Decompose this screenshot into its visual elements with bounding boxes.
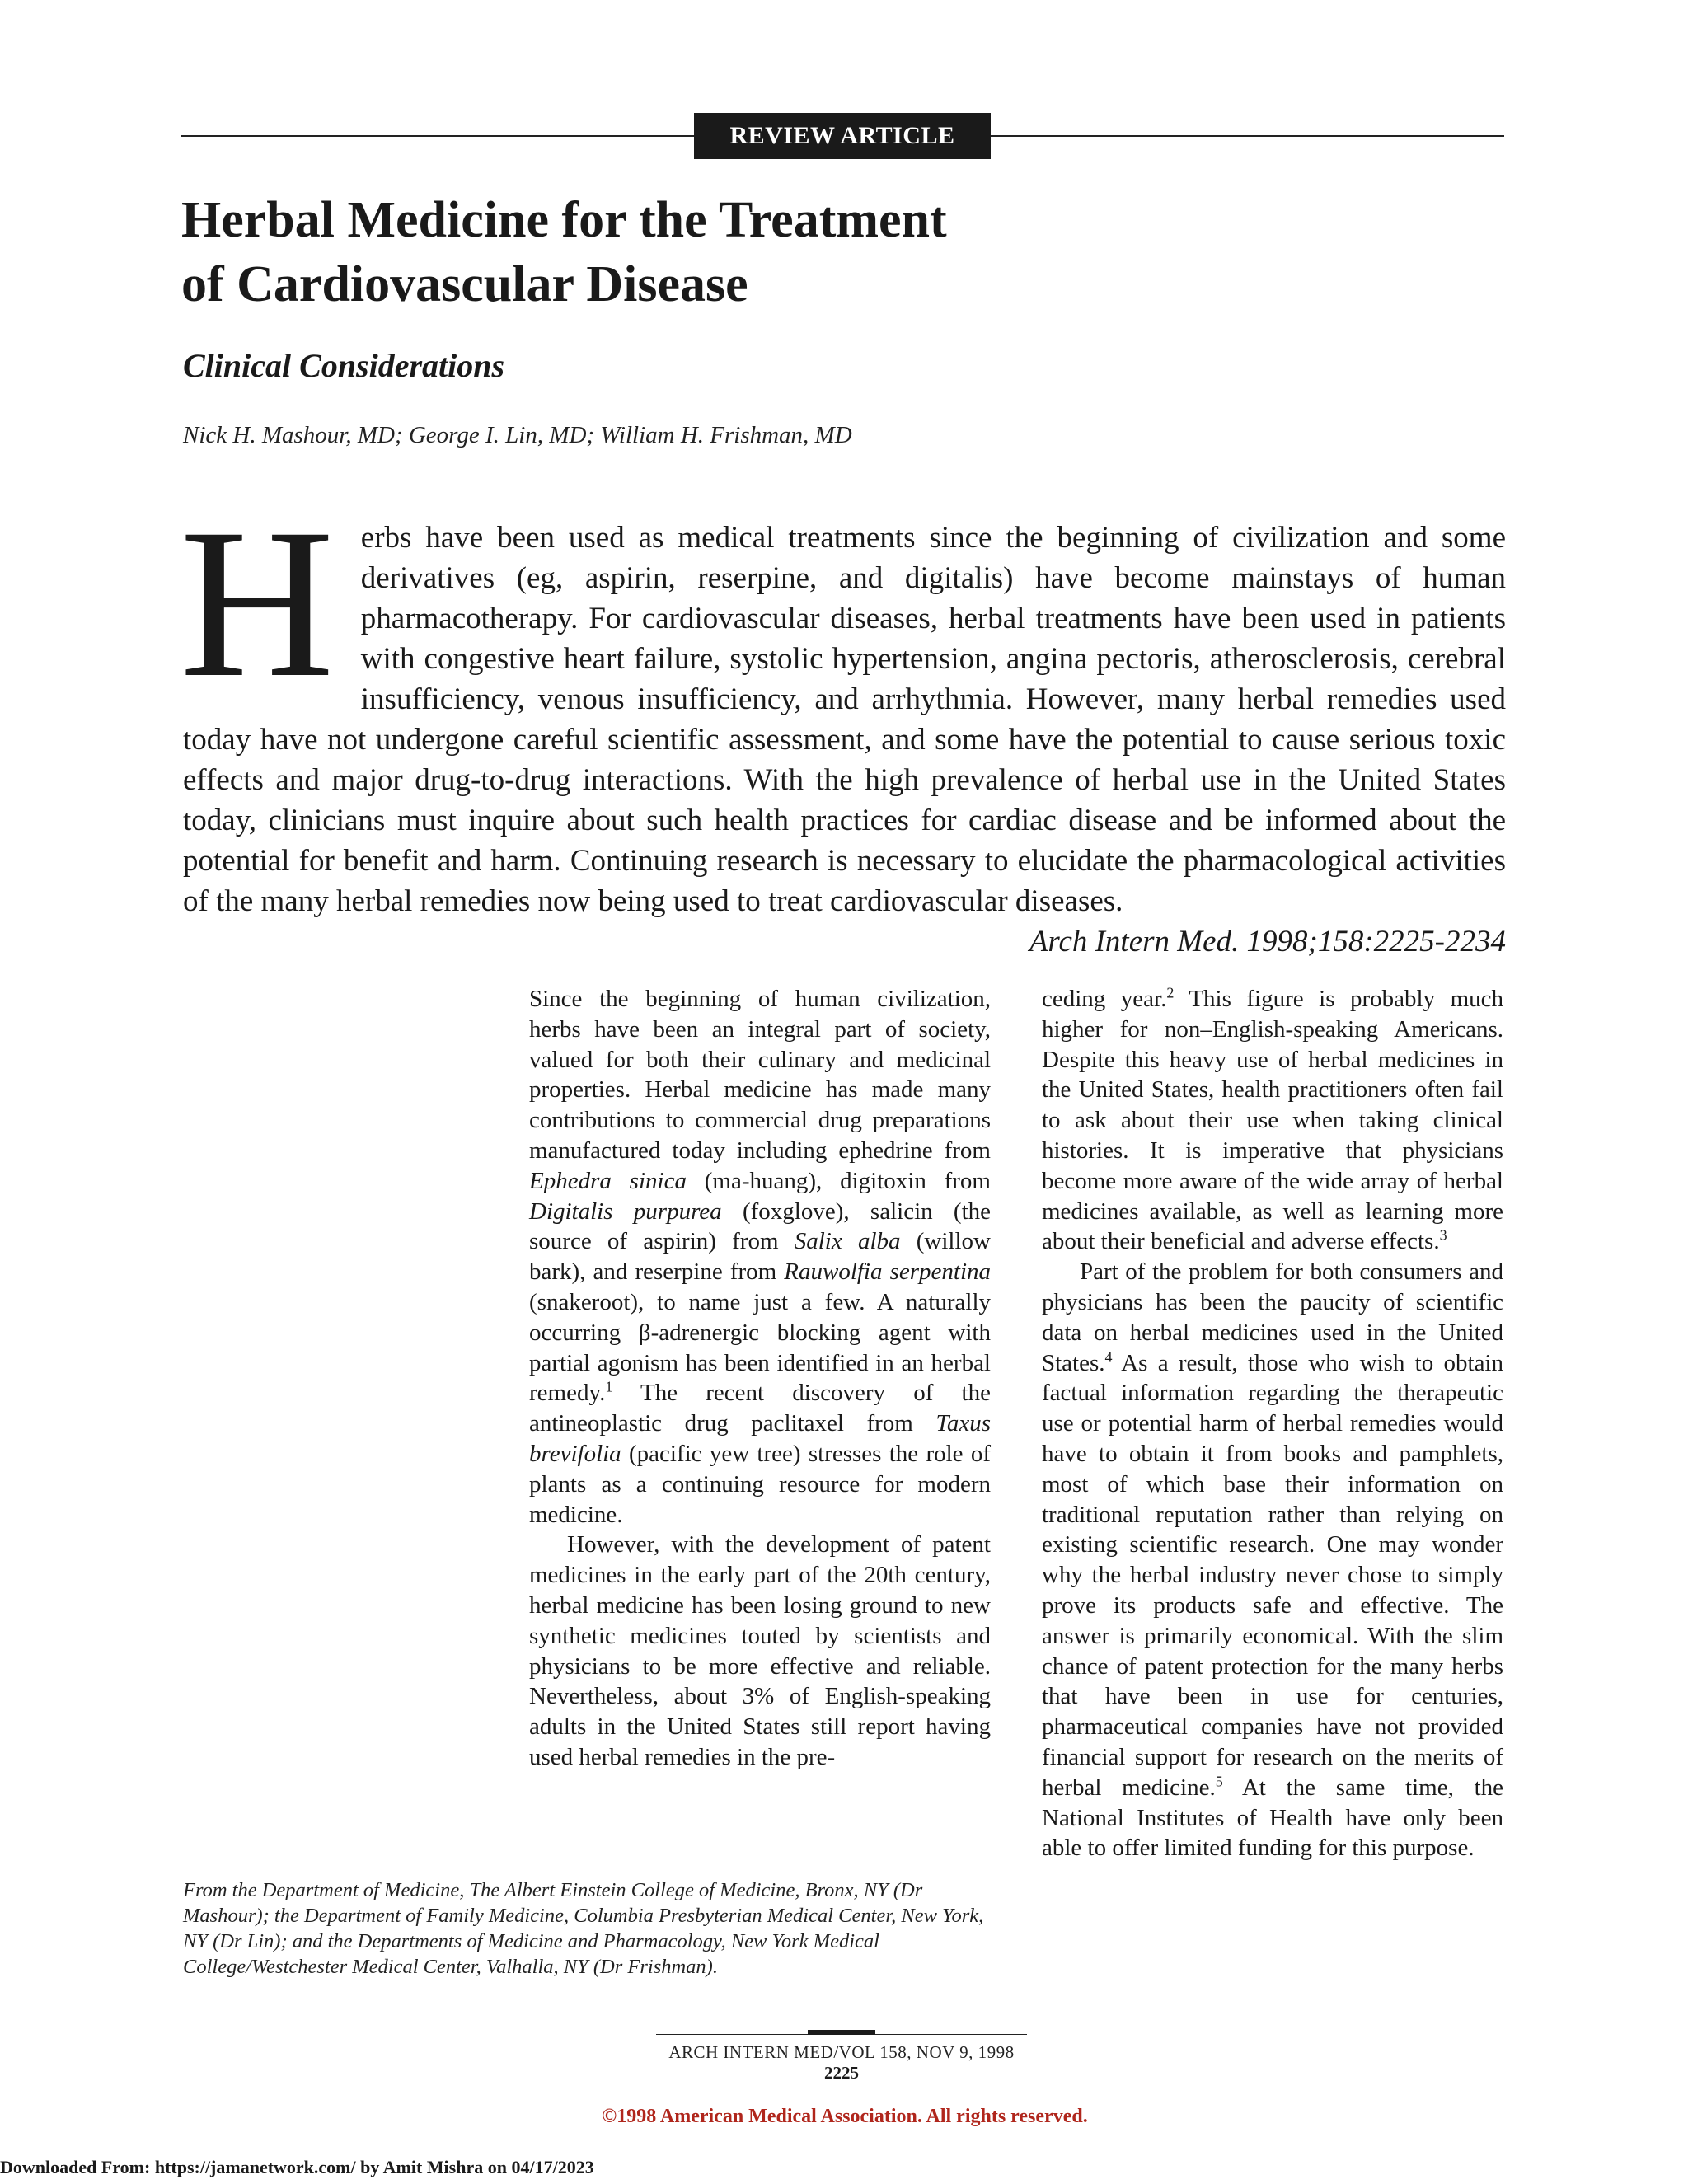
- drop-cap: H: [180, 485, 335, 722]
- body-column-2: [1042, 984, 1503, 1863]
- citation: Arch Intern Med. 1998;158:2225-2234: [1029, 925, 1506, 958]
- section-label: [694, 113, 991, 159]
- abstract-text: erbs have been used as medical treatments since the beginning of civilization and some derivatives (eg, aspirin, reserpine, and digitalis) have become mainstays of human pharmacotherapy. For cardiovascular diseases, herbal treatments have been used in patients with congestive heart failure, systolic hypertension, angina pectoris, atherosclerosis, cerebral insufficiency, venous insufficiency, and arrhythmia. However, many herbal remedies used today have not undergone careful scientific assessment, and some have the potential to cause serious toxic effects and major drug-to-drug interactions. With the high prevalence of herbal use in the United States today, clinicians must inquire about such health practices for cardiac disease and be informed about the potential for benefit and harm. Continuing research is necessary to elucidate the pharmacological activities of the many herbal remedies now being used to treat cardiovascular diseases.: [183, 521, 1506, 918]
- author-list: Nick H. Mashour, MD; George I. Lin, MD; William H. Frishman, MD: [183, 422, 852, 448]
- article-subtitle: Clinical Considerations: [183, 347, 505, 384]
- affiliation-footnote: From the Department of Medicine, The Albert Einstein College of Medicine, Bronx, NY (Dr Mashour); the Department of Family Medicine, Columbia Presbyterian Medical Center, New York, NY (Dr Lin); and the Departments of Medicine and Pharmacology, New York Medical College/Westchester Medical Center, Valhalla, NY (Dr Frishman).: [183, 1879, 984, 1978]
- body-paragraph: Part of the problem for both consumers and physicians has been the paucity of scientific data on herbal medicines used in the United States.$^4$ As a result, those who wish to obtain factual information regarding the therapeutic use or potential harm of herbal remedies would have to obtain it from books and pamphlets, most of which base their information on traditional reputation rather than relying on existing scientific research. One may wonder why the herbal industry never chose to simply prove its products safe and effective. The answer is primarily economical. With the slim chance of patent protection for the many herbs that have been in use for centuries, pharmaceutical companies have not provided financial support for research on the merits of herbal medicine.$^5$ At the same time, the National Institutes of Health have only been able to offer limited funding for this purpose.: [1042, 1258, 1504, 1862]
- reference-3: 3: [1439, 1226, 1447, 1244]
- page-number: 2225: [824, 2063, 859, 2083]
- abstract: [180, 485, 1506, 962]
- download-notice: Downloaded From: https://jamanetwork.com/ by Amit Mishra on 04/17/2023: [0, 2157, 594, 2177]
- title-line-1: Herbal Medicine for the Treatment: [181, 192, 947, 248]
- reference-2: 2: [1166, 984, 1175, 1001]
- copyright-notice: ©1998 American Medical Association. All rights reserved.: [602, 2106, 1088, 2127]
- article-title: [181, 188, 1418, 316]
- footer-tab: [808, 2030, 875, 2035]
- title-line-2: of Cardiovascular Disease: [181, 256, 748, 312]
- body-paragraph: However, with the development of patent medicines in the early part of the 20th century, herbal medicine has been losing ground to new synthetic medicines touted by scientists and physicians to be more effective and reliable. Nevertheless, about 3% of English-speaking adults in the United States still report having used herbal remedies in the pre-: [529, 1531, 991, 1770]
- body-paragraph: Since the beginning of human civilization, herbs have been an integral part of society, valued for both their culinary and medicinal properties. Herbal medicine has made many contributions to commercial drug preparations manufactured today including ephedrine from Ephedra sinica (ma-huang), digitoxin from Digitalis purpurea (foxglove), salicin (the source of aspirin) from Salix alba (willow bark), and reserpine from Rauwolfia serpentina (snakeroot), to name just a few. A naturally occurring β-adrenergic blocking agent with partial agonism has been identified in an herbal remedy.$^1$ The recent discovery of the antineoplastic drug paclitaxel from Taxus brevifolia (pacific yew tree) stresses the role of plants as a continuing resource for modern medicine.: [529, 986, 992, 1528]
- journal-line: ARCH INTERN MED/VOL 158, NOV 9, 1998: [668, 2042, 1015, 2062]
- reference-4: 4: [1104, 1347, 1113, 1365]
- body-column-1: [529, 984, 991, 1773]
- reference-5: 5: [1215, 1773, 1223, 1790]
- body-paragraph: ceding year.$^2$ This figure is probably much higher for non–English-speaking Americans. Despite this heavy use of herbal medicines in the United States, health practitioners often fail to ask about their use when taking clinical histories. It is imperative that physicians become more aware of the wide array of herbal medicines available, as well as learning more about their beneficial and adverse effects.$^3$: [1042, 984, 1503, 1255]
- section-label-text: REVIEW ARTICLE: [729, 122, 955, 149]
- reference-1: 1: [605, 1378, 613, 1395]
